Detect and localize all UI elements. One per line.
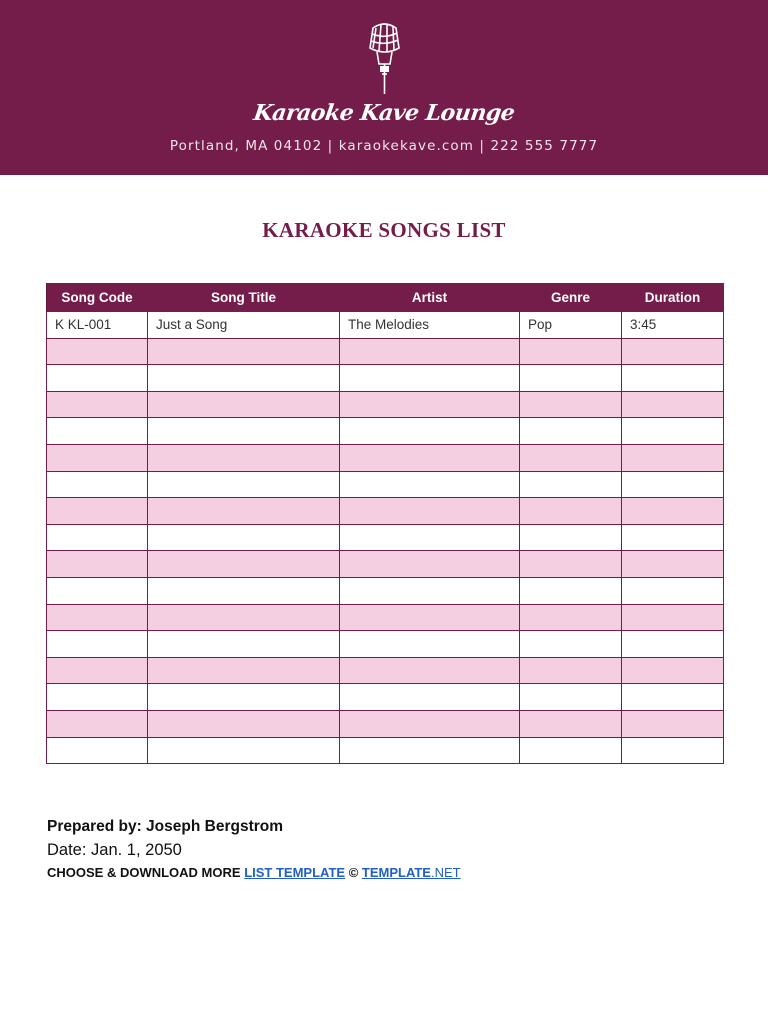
cell-genre [520,365,622,392]
cell-artist [340,444,520,471]
cell-song-code [47,471,148,498]
cell-song-code [47,365,148,392]
cell-song-title [148,471,340,498]
column-header-song-title: Song Title [148,284,340,312]
cell-song-title: Just a Song [148,312,340,339]
cell-artist [340,498,520,525]
cell-song-code [47,338,148,365]
promo-line [47,865,461,880]
table-row [47,737,724,764]
cell-genre [520,737,622,764]
cell-genre [520,710,622,737]
cell-artist [340,631,520,658]
cell-song-title [148,684,340,711]
cell-duration [622,657,724,684]
table-row [47,604,724,631]
cell-song-code [47,391,148,418]
cell-song-title [148,418,340,445]
cell-song-title [148,710,340,737]
cell-artist [340,471,520,498]
cell-genre [520,577,622,604]
cell-song-title [148,524,340,551]
copyright-symbol: © [348,865,362,880]
cell-duration [622,604,724,631]
cell-song-code: K KL-001 [47,312,148,339]
column-header-duration: Duration [622,284,724,312]
cell-duration [622,710,724,737]
cell-duration [622,365,724,392]
table-row [47,418,724,445]
cell-song-title [148,551,340,578]
cell-song-code [47,418,148,445]
promo-text: CHOOSE & DOWNLOAD MORE [47,865,241,880]
cell-duration [622,631,724,658]
cell-genre [520,684,622,711]
list-template-link[interactable]: LIST TEMPLATE [244,865,346,880]
cell-duration: 3:45 [622,312,724,339]
cell-artist [340,577,520,604]
brand-name: Karaoke Kave Lounge [251,100,517,126]
cell-artist [340,338,520,365]
cell-song-code [47,524,148,551]
cell-song-title [148,498,340,525]
cell-song-code [47,710,148,737]
cell-duration [622,551,724,578]
cell-song-title [148,444,340,471]
table-row [47,312,724,339]
table-row [47,471,724,498]
template-net-link-text: TEMPLATE [361,865,431,880]
table-row [47,338,724,365]
cell-duration [622,524,724,551]
cell-duration [622,471,724,498]
column-header-artist: Artist [340,284,520,312]
songs-table [46,283,724,764]
cell-artist [340,710,520,737]
cell-artist [340,657,520,684]
cell-genre [520,604,622,631]
cell-song-code [47,577,148,604]
cell-song-code [47,657,148,684]
cell-song-title [148,631,340,658]
table-row [47,684,724,711]
table-row [47,710,724,737]
cell-genre [520,657,622,684]
cell-artist [340,524,520,551]
table-row [47,551,724,578]
table-row [47,444,724,471]
cell-song-code [47,551,148,578]
cell-duration [622,418,724,445]
cell-artist [340,391,520,418]
cell-song-title [148,391,340,418]
cell-song-title [148,365,340,392]
cell-song-title [148,577,340,604]
cell-artist: The Melodies [340,312,520,339]
cell-genre [520,391,622,418]
cell-genre: Pop [520,312,622,339]
cell-genre [520,418,622,445]
cell-song-title [148,604,340,631]
cell-duration [622,577,724,604]
template-net-suffix: .NET [430,865,461,880]
table-header-row [47,284,724,312]
cell-artist [340,737,520,764]
contact-line: Portland, MA 04102 | karaokekave.com | 222 555 7777 [169,138,599,154]
cell-song-title [148,338,340,365]
cell-duration [622,391,724,418]
microphone-icon [363,22,405,96]
cell-duration [622,498,724,525]
cell-duration [622,737,724,764]
cell-song-code [47,604,148,631]
cell-song-title [148,737,340,764]
date-line: Date: Jan. 1, 2050 [47,841,182,859]
table-row [47,498,724,525]
cell-duration [622,338,724,365]
cell-artist [340,604,520,631]
header-banner [0,0,768,175]
cell-artist [340,684,520,711]
cell-genre [520,631,622,658]
cell-genre [520,498,622,525]
table-body [47,312,724,764]
cell-genre [520,524,622,551]
column-header-genre: Genre [520,284,622,312]
table-row [47,391,724,418]
table-row [47,365,724,392]
cell-duration [622,444,724,471]
prepared-by: Prepared by: Joseph Bergstrom [47,818,284,835]
cell-duration [622,684,724,711]
cell-artist [340,418,520,445]
column-header-song-code: Song Code [47,284,148,312]
cell-genre [520,551,622,578]
cell-song-code [47,737,148,764]
table-row [47,577,724,604]
table-row [47,631,724,658]
cell-song-code [47,684,148,711]
template-net-link[interactable] [362,865,461,880]
table-row [47,657,724,684]
cell-artist [340,365,520,392]
cell-song-code [47,631,148,658]
cell-genre [520,471,622,498]
cell-song-code [47,444,148,471]
cell-song-code [47,498,148,525]
cell-song-title [148,657,340,684]
cell-genre [520,338,622,365]
document-title: KARAOKE SONGS LIST [262,218,506,242]
cell-artist [340,551,520,578]
table-row [47,524,724,551]
cell-genre [520,444,622,471]
